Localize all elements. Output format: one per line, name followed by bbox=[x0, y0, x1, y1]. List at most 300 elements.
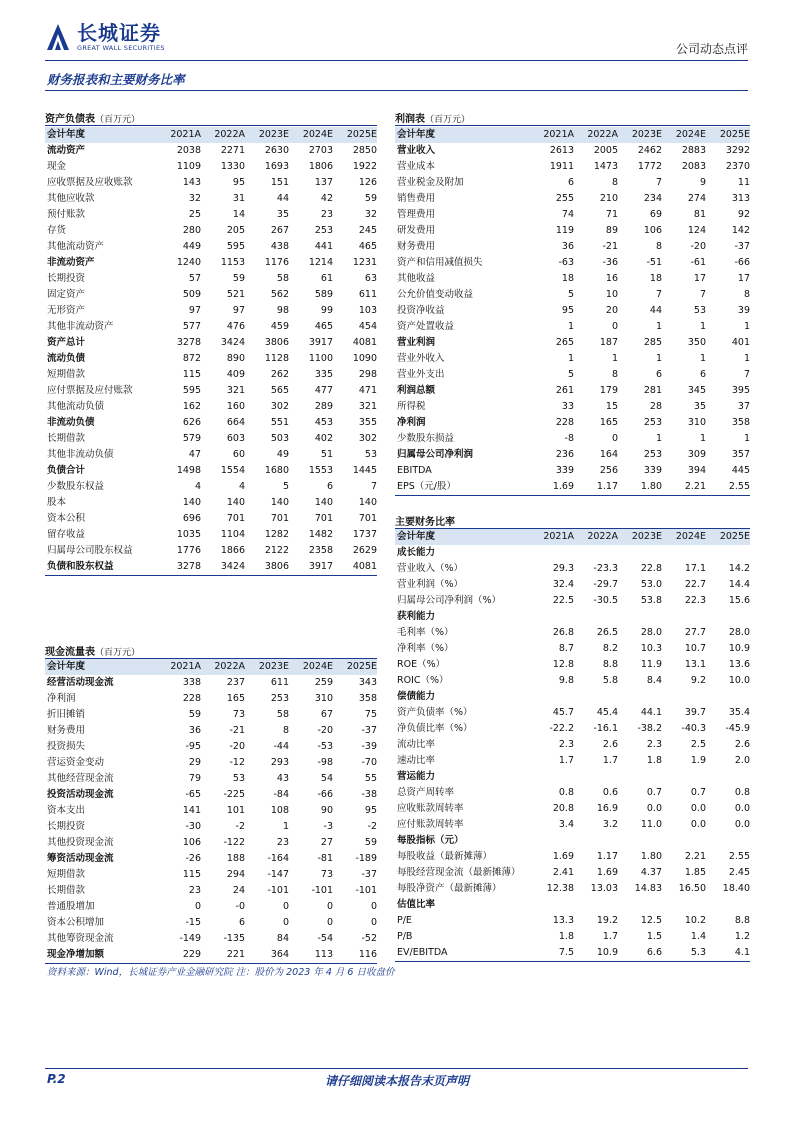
cell-value: -36 bbox=[602, 257, 618, 268]
cell-value: 17.1 bbox=[684, 563, 706, 574]
row-label: 经营活动现金流 bbox=[47, 677, 114, 688]
cell-value: 5 bbox=[282, 481, 289, 492]
cell-value: 8.4 bbox=[646, 675, 662, 686]
cell-value bbox=[530, 833, 574, 849]
income-statement-title-text: 利润表 bbox=[395, 114, 425, 125]
column-header-year: 2023E bbox=[245, 127, 289, 143]
row-label: 应收账款周转率 bbox=[397, 803, 464, 814]
cell-value: 33 bbox=[561, 401, 574, 412]
table-row bbox=[45, 351, 377, 367]
cell-value: 1.2 bbox=[734, 931, 750, 942]
report-type: 公司动态点评 bbox=[675, 42, 748, 56]
cell-value: 294 bbox=[226, 869, 245, 880]
cell-value: 236 bbox=[555, 449, 574, 460]
row-label: 短期借款 bbox=[47, 369, 86, 380]
cell-value: 1 bbox=[282, 821, 289, 832]
table-row bbox=[395, 383, 750, 399]
great-wall-logo-icon bbox=[45, 22, 71, 52]
cell-value: 401 bbox=[731, 337, 750, 348]
cell-value: 32 bbox=[188, 193, 201, 204]
cell-value: 1.69 bbox=[596, 867, 618, 878]
cell-value: 8.7 bbox=[558, 643, 574, 654]
cell-value: 1.9 bbox=[690, 755, 706, 766]
row-label: EBITDA bbox=[397, 465, 432, 476]
table-header-row bbox=[45, 659, 377, 675]
table-row bbox=[45, 223, 377, 239]
cell-value: 106 bbox=[182, 837, 201, 848]
row-label: 负债和股东权益 bbox=[45, 559, 157, 576]
cell-value: 4081 bbox=[352, 337, 377, 348]
section-divider bbox=[45, 90, 748, 91]
cell-value: 10 bbox=[605, 289, 618, 300]
cell-value: 59 bbox=[364, 193, 377, 204]
cell-value: -20 bbox=[690, 241, 706, 252]
cell-value bbox=[706, 833, 750, 849]
cell-value: 20 bbox=[605, 305, 618, 316]
row-label: 其他筹资现金流 bbox=[47, 933, 114, 944]
row-label: P/B bbox=[397, 931, 413, 942]
column-header-year: 2022A bbox=[201, 127, 245, 143]
cell-value: 14.2 bbox=[728, 563, 750, 574]
cell-value: 10.9 bbox=[728, 643, 750, 654]
cell-value: 53 bbox=[693, 305, 706, 316]
cell-value: 309 bbox=[687, 449, 706, 460]
cell-value: 7.5 bbox=[530, 945, 574, 962]
cell-value: 13.6 bbox=[728, 659, 750, 670]
cell-value: 350 bbox=[687, 337, 706, 348]
cell-value: 5 bbox=[567, 289, 574, 300]
table-row bbox=[45, 463, 377, 479]
cell-value: -37 bbox=[361, 869, 377, 880]
cell-value: 39 bbox=[737, 305, 750, 316]
cell-value: 477 bbox=[314, 385, 333, 396]
cell-value: -37 bbox=[734, 241, 750, 252]
row-label: 每股净资产（最新摊薄） bbox=[397, 883, 502, 894]
cell-value: 1473 bbox=[593, 161, 618, 172]
table-row bbox=[45, 755, 377, 771]
row-label: 非流动资产 bbox=[47, 257, 95, 268]
row-label: 流动比率 bbox=[397, 739, 436, 750]
column-header-year: 2021A bbox=[530, 529, 574, 545]
cell-value: 10.2 bbox=[684, 915, 706, 926]
cell-value: 84 bbox=[276, 933, 289, 944]
cell-value: 13.1 bbox=[684, 659, 706, 670]
cell-value: 22.7 bbox=[684, 579, 706, 590]
cell-value: 5.3 bbox=[662, 945, 706, 962]
cell-value: 1.7 bbox=[602, 931, 618, 942]
cell-value: 1 bbox=[567, 353, 574, 364]
cell-value: 402 bbox=[314, 433, 333, 444]
cell-value: 16.50 bbox=[678, 883, 706, 894]
cell-value: 97 bbox=[232, 305, 245, 316]
row-label: 成长能力 bbox=[397, 547, 436, 558]
table-row bbox=[45, 771, 377, 787]
cell-value: 1 bbox=[655, 353, 662, 364]
cell-value: 6 bbox=[699, 369, 706, 380]
cell-value: 26.5 bbox=[596, 627, 618, 638]
cell-value: 187 bbox=[599, 337, 618, 348]
cell-value: 17 bbox=[693, 273, 706, 284]
cell-value: 165 bbox=[226, 693, 245, 704]
cell-value bbox=[530, 689, 574, 705]
column-header-year: 2024E bbox=[289, 659, 333, 675]
row-label: 估值比率 bbox=[397, 899, 436, 910]
cell-value: 611 bbox=[270, 677, 289, 688]
cell-value: 6 bbox=[567, 177, 574, 188]
cell-value: 103 bbox=[358, 305, 377, 316]
table-row bbox=[395, 447, 750, 463]
cell-value: 8 bbox=[655, 241, 662, 252]
row-label: 资产处置收益 bbox=[397, 321, 455, 332]
row-label: 存货 bbox=[47, 225, 67, 236]
cell-value: 595 bbox=[182, 385, 201, 396]
cell-value: 321 bbox=[226, 385, 245, 396]
cell-value bbox=[574, 833, 618, 849]
cell-value: 1090 bbox=[352, 353, 377, 364]
cell-value: 4 bbox=[238, 481, 245, 492]
cell-value: 8 bbox=[743, 289, 750, 300]
cell-value: 11.0 bbox=[640, 819, 662, 830]
cell-value: 59 bbox=[364, 837, 377, 848]
table-row bbox=[45, 559, 377, 576]
cell-value: 23 bbox=[320, 209, 333, 220]
table-row bbox=[395, 769, 750, 785]
table-row bbox=[45, 207, 377, 223]
table-row bbox=[395, 319, 750, 335]
cash-flow-table bbox=[45, 659, 377, 964]
row-label: 营业税金及附加 bbox=[397, 177, 464, 188]
row-label: 负债合计 bbox=[47, 465, 86, 476]
cell-value bbox=[662, 769, 706, 785]
cell-value: 310 bbox=[314, 693, 333, 704]
cell-value: 565 bbox=[270, 385, 289, 396]
column-header-label: 会计年度 bbox=[395, 529, 530, 545]
cell-value: 92 bbox=[737, 209, 750, 220]
cell-value: 696 bbox=[182, 513, 201, 524]
row-label: 其他非流动负债 bbox=[47, 449, 114, 460]
cell-value: 2.5 bbox=[690, 739, 706, 750]
cell-value: 521 bbox=[226, 289, 245, 300]
cell-value: 35 bbox=[693, 401, 706, 412]
table-row bbox=[395, 657, 750, 673]
row-label: 流动资产 bbox=[47, 145, 86, 156]
table-header-row bbox=[395, 529, 750, 545]
table-row bbox=[395, 641, 750, 657]
income-statement-unit: （百万元） bbox=[425, 115, 471, 125]
cell-value: 164 bbox=[599, 449, 618, 460]
row-label: 其他经营现金流 bbox=[47, 773, 114, 784]
table-row bbox=[395, 593, 750, 609]
cell-value: 39.7 bbox=[684, 707, 706, 718]
page-number: P.2 bbox=[47, 1072, 66, 1086]
cell-value: 81 bbox=[693, 209, 706, 220]
cell-value: 267 bbox=[270, 225, 289, 236]
cell-value: 2613 bbox=[549, 145, 574, 156]
table-row bbox=[395, 801, 750, 817]
cell-value: 471 bbox=[358, 385, 377, 396]
row-label: 股本 bbox=[47, 497, 67, 508]
row-label: 归属母公司股东权益 bbox=[47, 545, 133, 556]
cell-value: 2271 bbox=[220, 145, 245, 156]
cell-value: 3806 bbox=[264, 337, 289, 348]
row-label: 预付账款 bbox=[47, 209, 86, 220]
cell-value: 79 bbox=[188, 773, 201, 784]
cell-value: -8 bbox=[564, 433, 574, 444]
table-row bbox=[45, 287, 377, 303]
cell-value: 2038 bbox=[176, 145, 201, 156]
cell-value bbox=[662, 897, 706, 913]
cell-value: 603 bbox=[226, 433, 245, 444]
cell-value bbox=[662, 609, 706, 625]
cell-value: -12 bbox=[229, 757, 245, 768]
cell-value: 2.3 bbox=[646, 739, 662, 750]
cell-value: 8 bbox=[282, 725, 289, 736]
cell-value: 701 bbox=[358, 513, 377, 524]
cell-value: 453 bbox=[314, 417, 333, 428]
row-label: 应收票据及应收账款 bbox=[47, 177, 133, 188]
row-label: 营业收入（%） bbox=[397, 563, 464, 574]
cell-value: 1911 bbox=[549, 161, 574, 172]
cell-value: 115 bbox=[182, 869, 201, 880]
cell-value: 53.8 bbox=[640, 595, 662, 606]
cell-value: 95 bbox=[561, 305, 574, 316]
cell-value: 59 bbox=[188, 709, 201, 720]
table-row bbox=[395, 609, 750, 625]
cell-value: -84 bbox=[273, 789, 289, 800]
cell-value: 394 bbox=[687, 465, 706, 476]
row-label: 流动负债 bbox=[47, 353, 86, 364]
cell-value: 140 bbox=[314, 497, 333, 508]
cell-value: -3 bbox=[323, 821, 333, 832]
cell-value: 1.7 bbox=[602, 755, 618, 766]
table-row bbox=[395, 817, 750, 833]
cell-value: 3.4 bbox=[558, 819, 574, 830]
cell-value: 1498 bbox=[176, 465, 201, 476]
cell-value: 7 bbox=[699, 289, 706, 300]
cell-value: 409 bbox=[226, 369, 245, 380]
cell-value: 8.8 bbox=[734, 915, 750, 926]
cell-value: 7 bbox=[743, 369, 750, 380]
table-row bbox=[395, 159, 750, 175]
cell-value bbox=[618, 897, 662, 913]
cell-value: 0.0 bbox=[690, 803, 706, 814]
ratios-title bbox=[395, 513, 750, 529]
cell-value: 562 bbox=[270, 289, 289, 300]
table-row bbox=[45, 707, 377, 723]
cell-value: 8.2 bbox=[602, 643, 618, 654]
cell-value: 22.8 bbox=[640, 563, 662, 574]
row-label: 现金净增加额 bbox=[45, 947, 157, 964]
table-row bbox=[45, 239, 377, 255]
cell-value: 75 bbox=[364, 709, 377, 720]
table-row bbox=[395, 705, 750, 721]
cell-value: 116 bbox=[333, 947, 377, 964]
table-row bbox=[45, 319, 377, 335]
cell-value: -66 bbox=[317, 789, 333, 800]
source-note: 资料来源：Wind，长城证券产业金融研究院 注：股价为 2023 年 4 月 6 日收盘价 bbox=[47, 967, 395, 978]
cell-value: 1214 bbox=[308, 257, 333, 268]
cell-value: -52 bbox=[361, 933, 377, 944]
cell-value: 1.8 bbox=[558, 931, 574, 942]
table-row bbox=[45, 335, 377, 351]
cell-value: 1680 bbox=[264, 465, 289, 476]
cell-value: 589 bbox=[314, 289, 333, 300]
cell-value: 18 bbox=[561, 273, 574, 284]
cell-value: 12.8 bbox=[552, 659, 574, 670]
table-row bbox=[45, 383, 377, 399]
cell-value: 1866 bbox=[220, 545, 245, 556]
cell-value: 11.9 bbox=[640, 659, 662, 670]
cell-value: -51 bbox=[646, 257, 662, 268]
table-row bbox=[395, 849, 750, 865]
table-row bbox=[45, 675, 377, 691]
table-row bbox=[45, 739, 377, 755]
cell-value: 53.0 bbox=[640, 579, 662, 590]
cell-value: 101 bbox=[226, 805, 245, 816]
column-header-year: 2023E bbox=[618, 127, 662, 143]
cell-value: 140 bbox=[226, 497, 245, 508]
row-label: 非流动负债 bbox=[47, 417, 95, 428]
cell-value: -66 bbox=[734, 257, 750, 268]
row-label: 现金 bbox=[47, 161, 67, 172]
cell-value: 237 bbox=[226, 677, 245, 688]
cell-value bbox=[662, 545, 706, 561]
cell-value: 2462 bbox=[637, 145, 662, 156]
cell-value: -147 bbox=[267, 869, 289, 880]
column-header-year: 2025E bbox=[706, 529, 750, 545]
table-row bbox=[45, 479, 377, 495]
cell-value: 579 bbox=[182, 433, 201, 444]
cell-value bbox=[574, 769, 618, 785]
cell-value: 449 bbox=[182, 241, 201, 252]
cell-value: 4.1 bbox=[706, 945, 750, 962]
logo-cn-text: 长城证券 bbox=[77, 21, 161, 45]
cell-value: 395 bbox=[731, 385, 750, 396]
cell-value: 23 bbox=[188, 885, 201, 896]
cell-value: 1806 bbox=[308, 161, 333, 172]
table-row bbox=[395, 929, 750, 945]
cell-value: 3.2 bbox=[602, 819, 618, 830]
row-label: 归属母公司净利润 bbox=[397, 449, 474, 460]
table-row bbox=[45, 947, 377, 964]
table-header-row bbox=[395, 127, 750, 143]
cell-value: 140 bbox=[358, 497, 377, 508]
cell-value: 126 bbox=[358, 177, 377, 188]
table-row bbox=[395, 625, 750, 641]
cell-value bbox=[574, 545, 618, 561]
table-row bbox=[395, 191, 750, 207]
cell-value: 1693 bbox=[264, 161, 289, 172]
cell-value: 160 bbox=[226, 401, 245, 412]
cell-value: 355 bbox=[358, 417, 377, 428]
table-row bbox=[45, 303, 377, 319]
row-label: 长期投资 bbox=[47, 821, 86, 832]
cell-value: 1035 bbox=[176, 529, 201, 540]
table-row bbox=[45, 255, 377, 271]
cell-value: -54 bbox=[317, 933, 333, 944]
cell-value bbox=[618, 609, 662, 625]
column-header-year: 2024E bbox=[662, 127, 706, 143]
cell-value: 2850 bbox=[352, 145, 377, 156]
cell-value: -44 bbox=[273, 741, 289, 752]
column-header-label: 会计年度 bbox=[395, 127, 530, 143]
column-header-year: 2022A bbox=[201, 659, 245, 675]
row-label: 资本公积 bbox=[47, 513, 86, 524]
cell-value: 1153 bbox=[220, 257, 245, 268]
cell-value: 0 bbox=[282, 901, 289, 912]
cell-value: 1554 bbox=[220, 465, 245, 476]
cell-value: 1109 bbox=[176, 161, 201, 172]
table-header-row bbox=[45, 127, 377, 143]
cell-value: 10.7 bbox=[684, 643, 706, 654]
cell-value: 18.40 bbox=[722, 883, 750, 894]
table-row bbox=[395, 897, 750, 913]
row-label: 少数股东损益 bbox=[397, 433, 455, 444]
cell-value: 310 bbox=[687, 417, 706, 428]
cell-value: 3917 bbox=[308, 337, 333, 348]
cell-value: 24 bbox=[232, 885, 245, 896]
cell-value: 6 bbox=[326, 481, 333, 492]
cell-value: 0.0 bbox=[646, 803, 662, 814]
cell-value: 140 bbox=[182, 497, 201, 508]
row-label: 速动比率 bbox=[397, 755, 436, 766]
cell-value: 8.8 bbox=[602, 659, 618, 670]
table-row bbox=[45, 787, 377, 803]
cell-value: 0 bbox=[370, 901, 377, 912]
cell-value: 108 bbox=[270, 805, 289, 816]
cell-value: 2370 bbox=[725, 161, 750, 172]
cell-value: 28 bbox=[649, 401, 662, 412]
row-label: 资本支出 bbox=[47, 805, 86, 816]
cell-value: 701 bbox=[226, 513, 245, 524]
cell-value: 124 bbox=[687, 225, 706, 236]
table-row bbox=[395, 415, 750, 431]
row-label: ROIC（%） bbox=[397, 675, 449, 686]
row-label: 净利润 bbox=[47, 693, 76, 704]
cell-value: 22.3 bbox=[684, 595, 706, 606]
row-label: 其他非流动资产 bbox=[47, 321, 114, 332]
cell-value bbox=[618, 833, 662, 849]
cell-value: 3424 bbox=[220, 337, 245, 348]
table-row bbox=[395, 913, 750, 929]
cell-value: 221 bbox=[201, 947, 245, 964]
table-row bbox=[45, 271, 377, 287]
cell-value: 27 bbox=[320, 837, 333, 848]
cell-value: 1.80 bbox=[618, 479, 662, 496]
cell-value: 141 bbox=[182, 805, 201, 816]
cell-value: 142 bbox=[731, 225, 750, 236]
cell-value: 1330 bbox=[220, 161, 245, 172]
table-row bbox=[395, 335, 750, 351]
cell-value bbox=[618, 689, 662, 705]
cell-value: 3806 bbox=[245, 559, 289, 576]
cell-value bbox=[574, 897, 618, 913]
cell-value bbox=[530, 897, 574, 913]
row-label: 应付票据及应付账款 bbox=[47, 385, 133, 396]
table-row bbox=[395, 303, 750, 319]
cell-value: 162 bbox=[182, 401, 201, 412]
cell-value: 35 bbox=[276, 209, 289, 220]
cell-value: 1737 bbox=[352, 529, 377, 540]
cell-value: 476 bbox=[226, 321, 245, 332]
balance-sheet-unit: （百万元） bbox=[95, 115, 141, 125]
cell-value: 89 bbox=[605, 225, 618, 236]
cell-value: 626 bbox=[182, 417, 201, 428]
cell-value: 2.41 bbox=[552, 867, 574, 878]
balance-sheet-table bbox=[45, 127, 377, 576]
cell-value: 4081 bbox=[333, 559, 377, 576]
cell-value: 0 bbox=[326, 917, 333, 928]
